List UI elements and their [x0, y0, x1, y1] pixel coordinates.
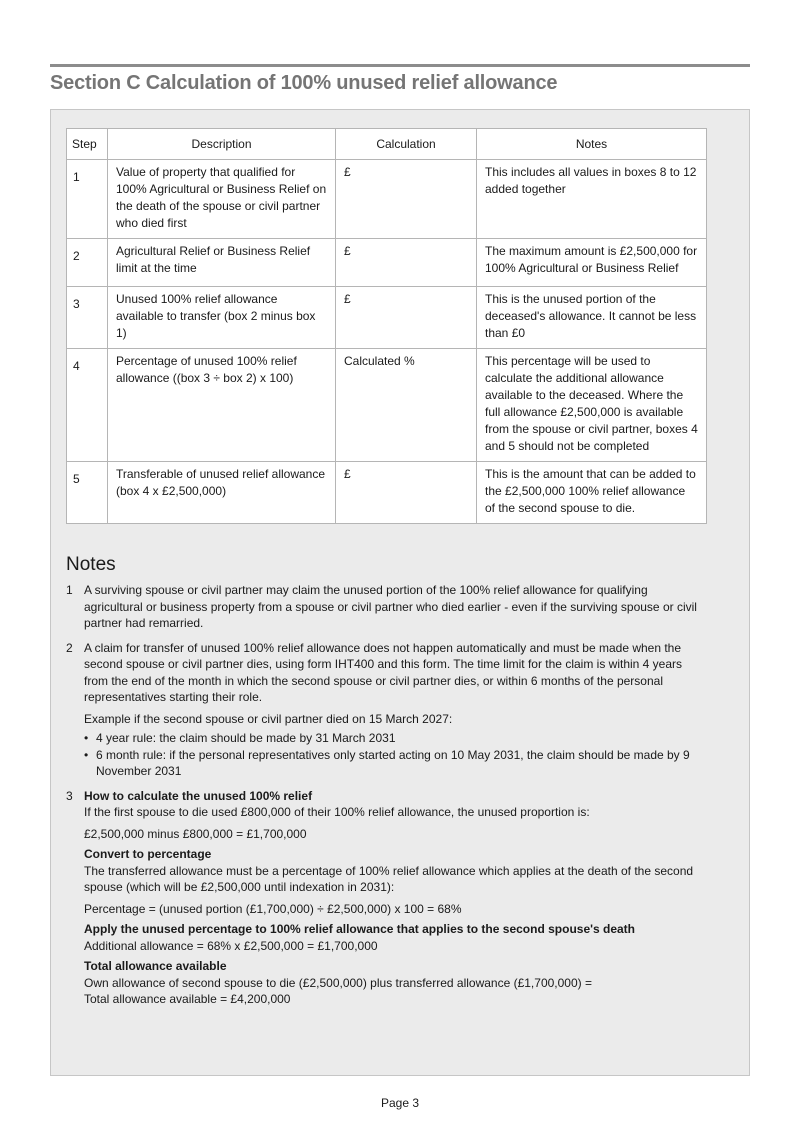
- page-number: Page 3: [380, 1096, 420, 1110]
- notes-list: [66, 582, 706, 1016]
- table-header-row: [67, 129, 707, 160]
- note-text: Own allowance of second spouse to die (£2,500,000) plus transferred allowance (£1,700,000) =: [84, 975, 592, 990]
- note-text: Total allowance available = £4,200,000: [84, 992, 291, 1006]
- header-calculation: Calculation: [336, 129, 477, 160]
- subheading: Convert to percentage: [84, 847, 212, 861]
- step-notes: This percentage will be used to calculate the additional allowance available to the deceased. Where the full allowance £2,500,000 is available from the spouse or civil partner, boxes 4 and 5 should not be completed: [477, 349, 707, 462]
- table-row: [67, 349, 707, 462]
- table-row: [67, 239, 707, 287]
- calculation-table: [66, 128, 707, 524]
- notes-title: Notes: [66, 554, 116, 575]
- step-number: 1: [67, 160, 108, 239]
- formula: £2,500,000 minus £800,000 = £1,700,000: [84, 826, 307, 841]
- step-description: Transferable of unused relief allowance (box 4 x £2,500,000): [108, 462, 336, 524]
- step-description: Value of property that qualified for 100% Agricultural or Business Relief on the death of the spouse or civil partner who died first: [108, 160, 336, 239]
- subheading: Total allowance available: [84, 959, 227, 973]
- note-text: A claim for transfer of unused 100% relief allowance does not happen automatically and must be made when the second spouse or civil partner dies, using form IHT400 and this form. The time limit for the claim is within 4 years from the end of the month in which the second spouse or civil partner dies, or within 6 months of the personal representatives starting their role.: [84, 640, 683, 704]
- note-heading: How to calculate the unused 100% relief: [84, 788, 313, 803]
- note-text: If the first spouse to die used £800,000 of their 100% relief allowance, the unused proportion is:: [84, 805, 590, 819]
- bullet-item: [84, 730, 706, 747]
- step-notes: This is the amount that can be added to the £2,500,000 100% relief allowance of the second spouse to die.: [477, 462, 707, 524]
- calculation-field[interactable]: £: [336, 462, 477, 524]
- step-notes: This includes all values in boxes 8 to 12 added together: [477, 160, 707, 239]
- step-description: Percentage of unused 100% relief allowance ((box 3 ÷ box 2) x 100): [108, 349, 336, 462]
- header-notes: Notes: [477, 129, 707, 160]
- note-2: [66, 640, 706, 780]
- header-description: Description: [108, 129, 336, 160]
- step-number: 2: [67, 239, 108, 287]
- calculation-field[interactable]: £: [336, 239, 477, 287]
- calculation-field[interactable]: Calculated %: [336, 349, 477, 462]
- bullet-item: [84, 747, 706, 780]
- step-notes: The maximum amount is £2,500,000 for 100% Agricultural or Business Relief: [477, 239, 707, 287]
- step-notes: This is the unused portion of the deceased's allowance. It cannot be less than £0: [477, 287, 707, 349]
- section-c-panel: [50, 109, 750, 1076]
- note-number: 2: [66, 640, 73, 655]
- bullet-text: 4 year rule: the claim should be made by 31 March 2031: [96, 731, 396, 745]
- note-text: The transferred allowance must be a percentage of 100% relief allowance which applies at the death of the second spouse (which will be £2,500,000 until indexation in 2031):: [84, 863, 694, 894]
- step-number: 4: [67, 349, 108, 462]
- top-rule: [50, 64, 750, 67]
- step-number: 3: [67, 287, 108, 349]
- note-1: [66, 582, 706, 632]
- calculation-field[interactable]: £: [336, 160, 477, 239]
- example-intro: Example if the second spouse or civil partner died on 15 March 2027:: [84, 711, 453, 726]
- bullet-text: 6 month rule: if the personal representatives only started acting on 10 May 2031, the claim should be made by 9 November 2031: [96, 747, 690, 778]
- step-description: Unused 100% relief allowance available to transfer (box 2 minus box 1): [108, 287, 336, 349]
- note-3: [66, 788, 706, 1008]
- subheading: Apply the unused percentage to 100% relief allowance that applies to the second spouse's death: [84, 922, 635, 936]
- formula: Percentage = (unused portion (£1,700,000) ÷ £2,500,000) x 100 = 68%: [84, 901, 462, 916]
- table-row: [67, 287, 707, 349]
- note-number: 1: [66, 583, 73, 597]
- bullet-dot: •: [84, 731, 89, 745]
- note-text: A surviving spouse or civil partner may claim the unused portion of the 100% relief allowance for qualifying agricultural or business property from a spouse or civil partner who died earlier - even if the surviving spouse or civil partner had remarried.: [84, 583, 697, 630]
- note-number: 3: [66, 788, 73, 803]
- table-row: [67, 462, 707, 524]
- step-number: 5: [67, 462, 108, 524]
- section-title: Section C Calculation of 100% unused relief allowance: [50, 72, 558, 94]
- step-description: Agricultural Relief or Business Relief limit at the time: [108, 239, 336, 287]
- table-row: [67, 160, 707, 239]
- calculation-field[interactable]: £: [336, 287, 477, 349]
- note-text: Additional allowance = 68% x £2,500,000 = £1,700,000: [84, 938, 378, 953]
- header-step: Step: [67, 129, 108, 160]
- bullet-dot: •: [84, 747, 89, 762]
